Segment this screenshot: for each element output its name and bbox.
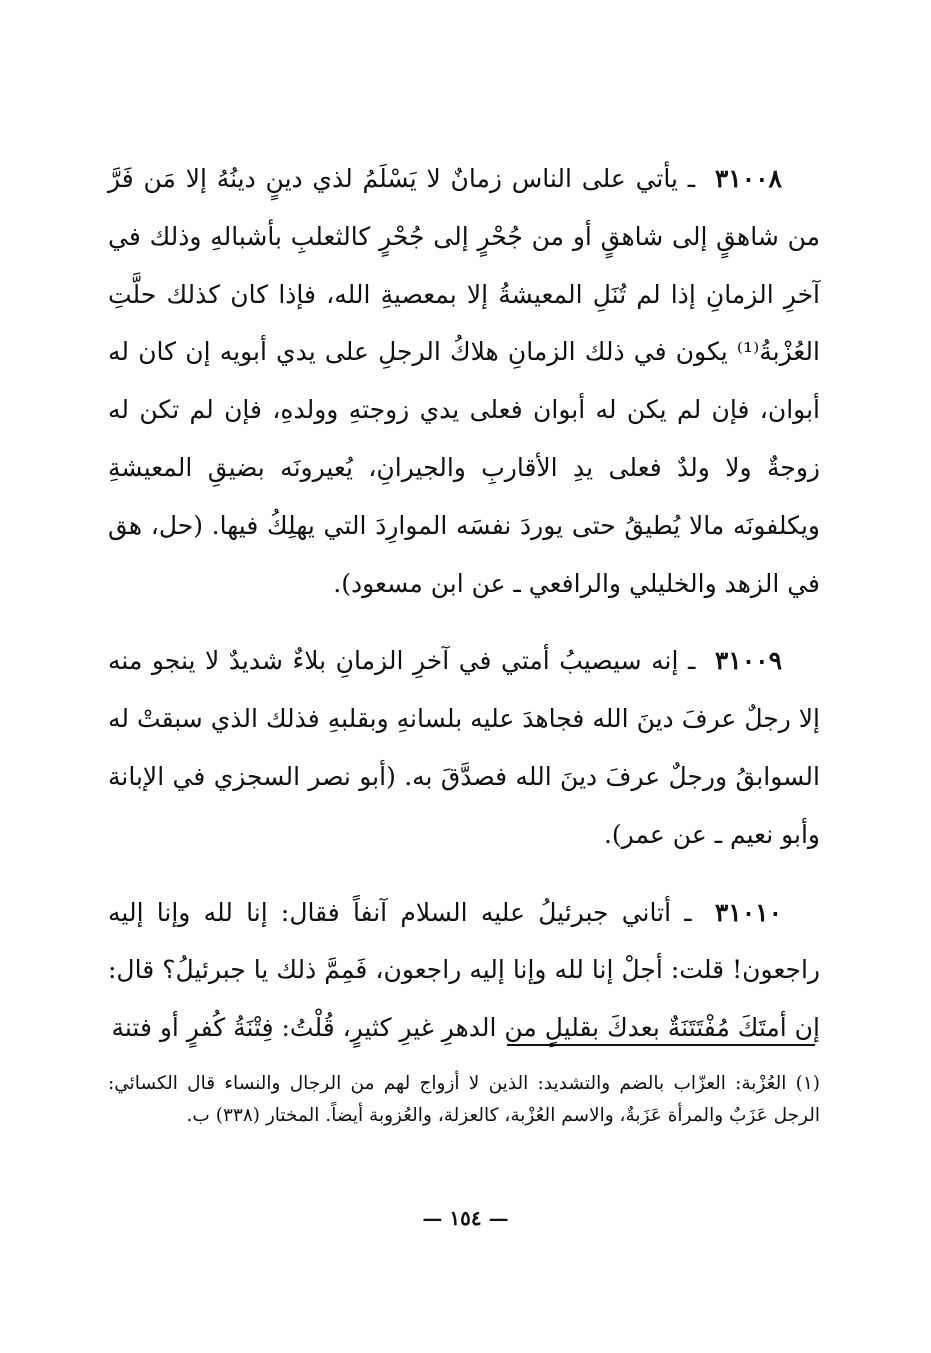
footnote: (١) العُزْبة: العزّاب بالضم والتشديد: الذين لا أزواج لهم من الرجال والنساء قال الكسائي: الرجل عَزَبٌ والمرأة عَزَبةٌ، والاسم العُزْبة، كالعزلة، والعُزوبة أيضاً. المختار (٣٣٨) ب.: [108, 1073, 820, 1126]
main-text: [108, 150, 820, 1057]
hadith-number: ٣١٠٠٩: [714, 646, 783, 676]
hadith-text: إنه سيصيبُ أمتي في آخرِ الزمانِ بلاءٌ شديدٌ لا ينجو منه إلا رجلٌ عرفَ دينَ الله فجاهدَ عليه بلسانهِ وبقلبهِ فذلك الذي سبقتْ له السوابقُ ورجلٌ عرفَ دينَ الله فصدَّقَ به. (أبو نصر السجزي في الإبانة وأبو نعيم ـ عن عمر).: [108, 646, 820, 849]
separator: ـ: [684, 897, 692, 927]
hadith-text: يأتي على الناس زمانٌ لا يَسْلَمُ لذي دينٍ دينُهُ إلا مَن فَرَّ من شاهقٍ إلى شاهقٍ أو من جُحْرٍ إلى جُحْرٍ كالثعلبِ بأشبالهِ وذلك في آخرِ الزمانِ إذا لم تُنَلِ المعيشةُ إلا بمعصيةِ الله، فإذا كان كذلك حلَّتِ العُزْبةُ⁽¹⁾ يكون في ذلك الزمانِ هلاكُ الرجلِ على يدي أبويه إن كان له أبوان، فإن لم يكن له أبوان فعلى يدي زوجتهِ وولدهِ، فإن لم تكن له زوجةٌ ولا ولدٌ فعلى يدِ الأقاربِ والجيرانِ، يُعيرونَه بضيقِ المعيشةِ ويكلفونَه مالا يُطيقُ حتى يوردَ نفسَه الموارِدَ التي يهلِكُ فيها. (حل، هق في الزهد والخليلي والرافعي ـ عن ابن مسعود).: [108, 164, 820, 598]
separator: ـ: [687, 646, 696, 676]
hadith-31008: [108, 150, 820, 612]
hadith-text: أتاني جبرئيلُ عليه السلام آنفاً فقال: إنا لله وإنا إليه راجعون! قلت: أجلْ إنا لله وإنا إليه راجعون، فَمِمَّ ذلك يا جبرئيلُ؟ قال: إن أمتَكَ مُفْتَتَنَةٌ بعدكَ بقليلٍ من الدهرِ غيرِ كثيرٍ، قُلْتُ: فِتْنَةُ كُفرٍ أو فتنة: [108, 897, 820, 1043]
separator: ـ: [687, 164, 696, 193]
page-number: — ١٥٤ —: [422, 1206, 509, 1230]
hadith-31009: [108, 632, 820, 863]
footnote-divider: [507, 1044, 815, 1046]
hadith-number: ٣١٠١٠: [714, 897, 782, 927]
hadith-number: ٣١٠٠٨: [714, 164, 782, 193]
hadith-31010: [108, 884, 820, 1057]
